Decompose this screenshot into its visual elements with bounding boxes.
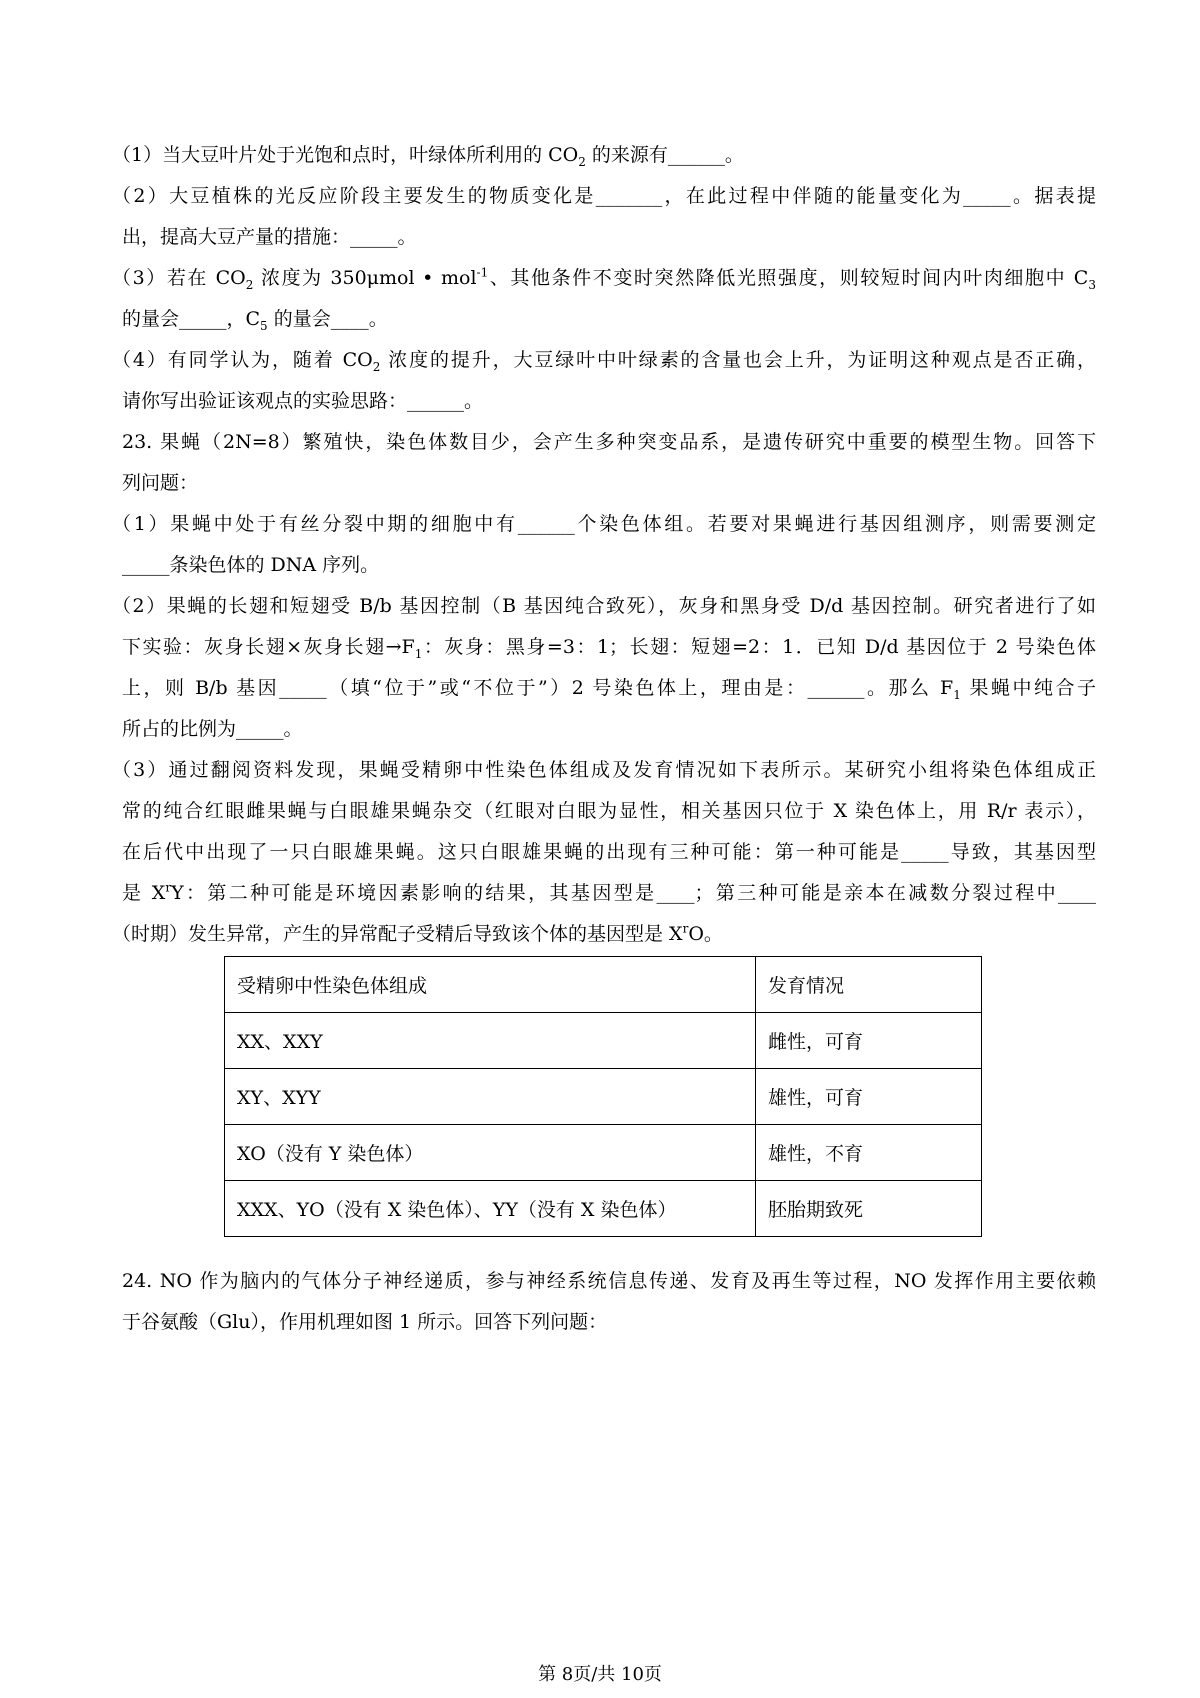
text: 的量会_____，C	[122, 308, 261, 330]
superscript: -1	[476, 265, 489, 280]
text: （4）有同学认为，随着 CO	[112, 349, 373, 371]
table-row	[225, 1013, 982, 1069]
q22-part3-line1	[112, 263, 1096, 293]
text: 浓度为 350μmol • mol	[253, 267, 477, 289]
text: ：灰身：黑身=3：1；长翅：短翅=2：1．已知 D/d 基因位于 2 号染色体	[422, 636, 1096, 658]
table-cell: 雄性，不育	[756, 1125, 982, 1181]
table-row	[225, 1125, 982, 1181]
text: 、其他条件不变时突然降低光照强度，则较短时间内叶肉细胞中 C	[488, 267, 1089, 289]
subscript: 2	[372, 359, 381, 374]
q23-intro-line2: 列问题：	[122, 472, 199, 494]
superscript: r	[682, 921, 689, 936]
q22-part4-line2: 请你写出验证该观点的实验思路：______。	[122, 390, 484, 412]
subscript: 1	[414, 646, 423, 661]
table-cell: XX、XXY	[225, 1013, 756, 1069]
table-header-row	[225, 957, 982, 1013]
text: 上，则 B/b 基因_____（填“位于”或“不位于”）2 号染色体上，理由是：______。那么 F	[122, 677, 954, 699]
table-cell: 雄性，可育	[756, 1069, 982, 1125]
text: （3）若在 CO	[112, 267, 246, 289]
text: 下实验：灰身长翅×灰身长翅→F	[122, 636, 415, 658]
superscript: r	[165, 880, 172, 895]
q23-part3-line1: （3）通过翻阅资料发现，果蝇受精卵中性染色体组成及发育情况如下表所示。某研究小组将染色体组成正	[112, 759, 1096, 781]
q23-part3-line3: 在后代中出现了一只白眼雄果蝇。这只白眼雄果蝇的出现有三种可能：第一种可能是_____导致，其基因型	[122, 841, 1096, 863]
q22-part2-line2: 出，提高大豆产量的措施：_____。	[122, 226, 417, 248]
table-row	[225, 1181, 982, 1237]
table-cell: 雌性，可育	[756, 1013, 982, 1069]
q23-part1-line2: _____条染色体的 DNA 序列。	[122, 554, 380, 576]
subscript: 2	[245, 277, 254, 292]
table-header-cell: 发育情况	[756, 957, 982, 1013]
q23-part2-line3	[122, 673, 1096, 703]
subscript: 1	[953, 687, 961, 702]
table-cell: XY、XYY	[225, 1069, 756, 1125]
text: 果蝇中纯合子	[960, 677, 1097, 699]
text: （时期）发生异常，产生的异常配子受精后导致该个体的基因型是 X	[112, 923, 683, 945]
q23-part1-line1: （1）果蝇中处于有丝分裂中期的细胞中有______个染色体组。若要对果蝇进行基因组测序，则需要测定	[112, 513, 1096, 535]
text: O。	[688, 923, 723, 945]
text: （1）当大豆叶片处于光饱和点时，叶绿体所利用的 CO	[112, 144, 579, 166]
table-cell: XXX、YO（没有 X 染色体）、YY（没有 X 染色体）	[225, 1181, 756, 1237]
text: 的来源有______。	[585, 144, 744, 166]
q24-line1: 24. NO 作为脑内的气体分子神经递质，参与神经系统信息传递、发育及再生等过程，NO 发挥作用主要依赖	[122, 1270, 1096, 1292]
table-header-cell: 受精卵中性染色体组成	[225, 957, 756, 1013]
q23-part3-line5	[112, 919, 1096, 949]
table-cell: XO（没有 Y 染色体）	[225, 1125, 756, 1181]
q23-part3-line4	[122, 878, 1096, 908]
text: 浓度的提升，大豆绿叶中叶绿素的含量也会上升，为证明这种观点是否正确，	[380, 349, 1096, 371]
q22-part1	[112, 140, 1096, 170]
q23-intro-line1: 23. 果蝇（2N=8）繁殖快，染色体数目少，会产生多种突变品系，是遗传研究中重要的模型生物。回答下	[122, 431, 1096, 453]
subscript: 3	[1088, 277, 1096, 292]
text: 的量会____。	[267, 308, 388, 330]
q23-part2-line2	[122, 632, 1096, 662]
subscript: 5	[260, 318, 268, 333]
q23-part3-line2: 常的纯合红眼雌果蝇与白眼雄果蝇杂交（红眼对白眼为显性，相关基因只位于 X 染色体上，用 R/r 表示），	[122, 800, 1096, 822]
text: 是 X	[122, 882, 166, 904]
q22-part2-line1: （2）大豆植株的光反应阶段主要发生的物质变化是_______，在此过程中伴随的能量变化为_____。据表提	[112, 185, 1096, 207]
sex-chromosome-table	[224, 956, 982, 1237]
q23-part2-line4: 所占的比例为_____。	[122, 718, 303, 740]
q22-part4-line1	[112, 345, 1096, 375]
q23-part2-line1: （2）果蝇的长翅和短翅受 B/b 基因控制（B 基因纯合致死），灰身和黑身受 D/d 基因控制。研究者进行了如	[112, 595, 1096, 617]
table-cell: 胚胎期致死	[756, 1181, 982, 1237]
table-row	[225, 1069, 982, 1125]
q22-part3-line2	[122, 304, 1096, 334]
page-footer: 第 8页/共 10页	[538, 1664, 662, 1685]
q24-line2: 于谷氨酸（Glu），作用机理如图 1 所示。回答下列问题：	[122, 1311, 608, 1333]
text: Y：第二种可能是环境因素影响的结果，其基因型是____；第三种可能是亲本在减数分裂过程中____	[171, 882, 1096, 904]
subscript: 2	[578, 154, 586, 169]
